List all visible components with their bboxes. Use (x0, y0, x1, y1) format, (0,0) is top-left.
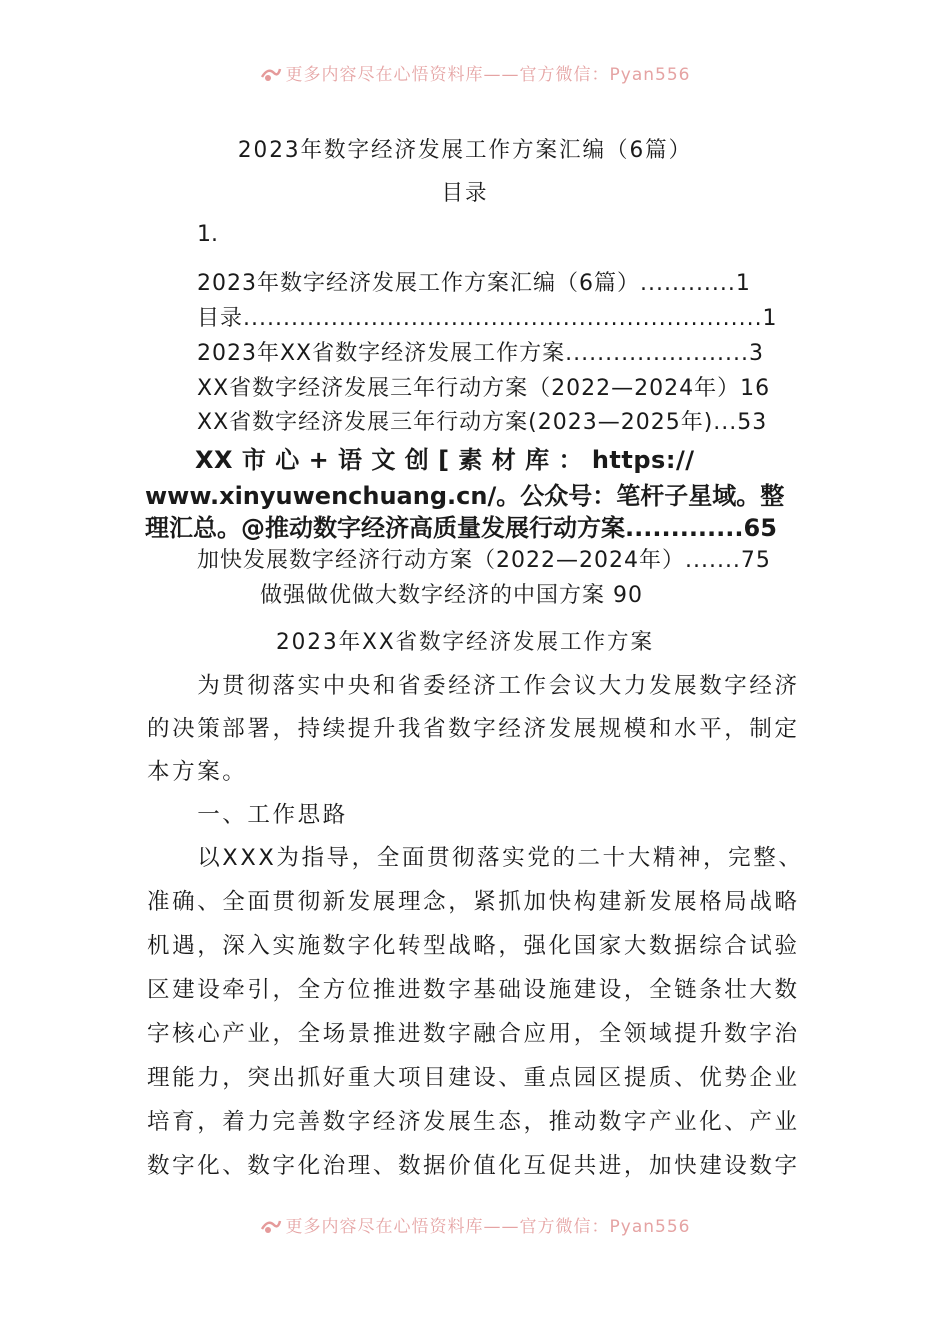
toc-entry[interactable]: XX省数字经济发展三年行动方案(2023—2025年)...53 (197, 410, 768, 435)
toc-entry[interactable]: 目录.................................................................1 (197, 306, 778, 331)
section-heading: 一、工作思路 (147, 802, 348, 828)
watermark-text: 更多内容尽在心悟资料库——官方微信：Pyan556 (285, 65, 691, 85)
body-line: 准确、全面贯彻新发展理念，紧抓加快构建新发展格局战略 (147, 889, 800, 915)
watermark-logo-icon (260, 1217, 282, 1235)
watermark-text: 更多内容尽在心悟资料库——官方微信：Pyan556 (285, 1217, 691, 1237)
promo-line: XX 市 心 + 语 文 创 [ 素 材 库 ： https:// (195, 446, 695, 474)
body-line: 字核心产业，全场景推进数字融合应用，全领域提升数字治 (147, 1021, 800, 1047)
watermark-header (0, 60, 950, 85)
promo-line-toc-entry[interactable]: 理汇总。@推动数字经济高质量发展行动方案.............65 (145, 514, 777, 542)
body-line: 理能力，突出抓好重大项目建设、重点园区提质、优势企业 (147, 1065, 800, 1091)
body-line: 机遇，深入实施数字化转型战略，强化国家大数据综合试验 (147, 933, 800, 959)
section-title: 2023年XX省数字经济发展工作方案 (275, 630, 654, 655)
document-title: 2023年数字经济发展工作方案汇编（6篇） (237, 138, 693, 163)
toc-entry[interactable]: 2023年数字经济发展工作方案汇编（6篇）............1 (197, 271, 751, 296)
toc-entry[interactable]: 做强做优做大数字经济的中国方案 90 (260, 583, 643, 608)
body-line: 的决策部署，持续提升我省数字经济发展规模和水平，制定 (147, 716, 800, 742)
toc-entry[interactable]: XX省数字经济发展三年行动方案（2022—2024年）16 (197, 376, 771, 401)
body-line: 以XXX为指导，全面贯彻落实党的二十大精神，完整、 (147, 845, 804, 871)
list-number: 1. (197, 222, 218, 247)
body-line: 培育，着力完善数字经济发展生态，推动数字产业化、产业 (147, 1109, 800, 1135)
toc-entry[interactable]: 2023年XX省数字经济发展工作方案.......................3 (197, 341, 764, 366)
promo-line: www.xinyuwenchuang.cn/。公众号：笔杆子星域。整 (145, 482, 785, 510)
body-line: 本方案。 (147, 759, 248, 785)
body-line: 数字化、数字化治理、数据价值化互促共进，加快建设数字 (147, 1153, 800, 1179)
toc-heading: 目录 (441, 181, 489, 206)
body-line: 为贯彻落实中央和省委经济工作会议大力发展数字经济 (147, 673, 800, 699)
toc-entry[interactable]: 加快发展数字经济行动方案（2022—2024年）.......75 (197, 548, 771, 573)
body-line: 区建设牵引，全方位推进数字基础设施建设，全链条壮大数 (147, 977, 800, 1003)
watermark-logo-icon (260, 65, 282, 83)
watermark-footer (0, 1212, 950, 1237)
